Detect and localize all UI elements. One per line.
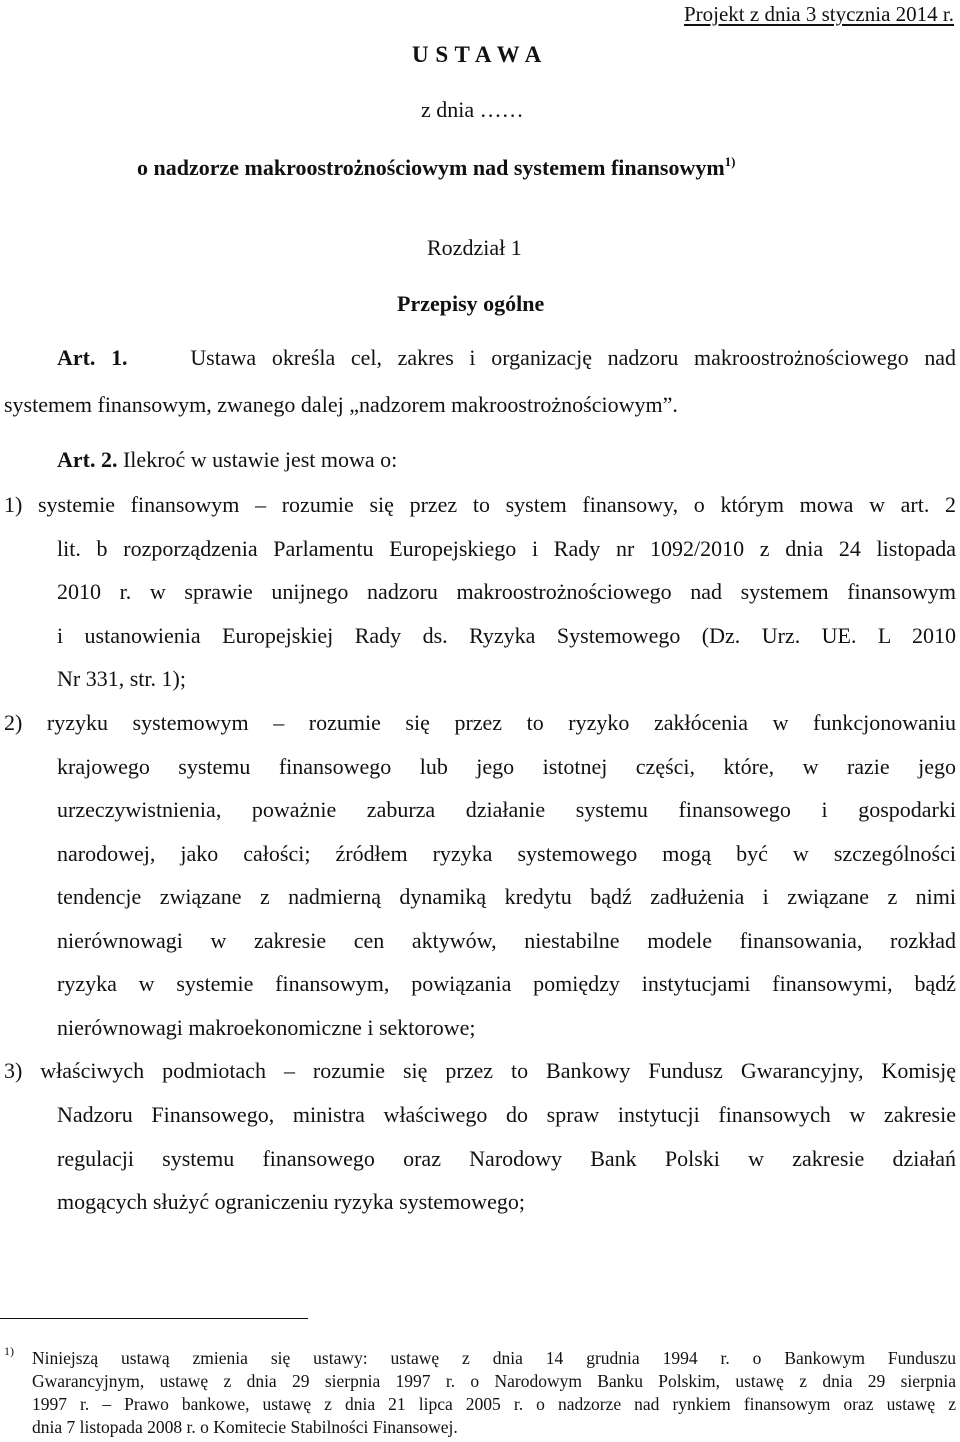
document-type: U S T A W A xyxy=(412,42,542,67)
item1-line-3: 2010 r. w sprawie unijnego nadzoru makroostrożnościowego nad systemem finansowym xyxy=(57,579,956,604)
footnote-line-2: Gwarancyjnym, ustawę z dnia 29 sierpnia 1997 r. o Narodowym Banku Polskim, ustawę z dnia 29 sierpnia xyxy=(32,1371,956,1391)
item2-line-3: urzeczywistnienia, poważnie zaburza działanie systemu finansowego i gospodarki xyxy=(57,797,956,822)
item3-line-3: regulacji systemu finansowego oraz Narodowy Bank Polski w zakresie działań xyxy=(57,1146,956,1171)
art1-line-2: systemem finansowym, zwanego dalej „nadzorem makroostrożnościowym”. xyxy=(4,392,678,417)
item2-line-8: nierównowagi makroekonomiczne i sektorowe; xyxy=(57,1015,476,1040)
art2-intro: Ilekroć w ustawie jest mowa o: xyxy=(122,447,398,472)
project-date: Projekt z dnia 3 stycznia 2014 r. xyxy=(683,2,954,26)
item1-line-1: 1) systemie finansowym – rozumie się przez to system finansowy, o którym mowa w art. 2 xyxy=(4,492,956,517)
title-footnote-mark: 1) xyxy=(724,154,736,169)
item2-line-7: ryzyka w systemie finansowym, powiązania pomiędzy instytucjami finansowymi, bądź xyxy=(57,971,956,996)
footnote-mark: 1) xyxy=(4,1344,14,1358)
footnote-line-4: dnia 7 listopada 2008 r. o Komitecie Stabilności Finansowej. xyxy=(32,1417,458,1437)
chapter-name: Przepisy ogólne xyxy=(397,291,545,316)
art1-text-1: Ustawa określa cel, zakres i organizację nadzoru makroostrożnościowego nad xyxy=(190,345,957,370)
art2-intro-line xyxy=(57,449,397,471)
item1-line-4: i ustanowienia Europejskiej Rady ds. Ryzyka Systemowego (Dz. Urz. UE. L 2010 xyxy=(57,623,956,648)
item1-line-5: Nr 331, str. 1); xyxy=(57,666,186,691)
item2-line-6: nierównowagi w zakresie cen aktywów, niestabilne modele finansowania, rozkład xyxy=(57,928,956,953)
footnote-line-3: 1997 r. – Prawo bankowe, ustawę z dnia 21 lipca 2005 r. o nadzorze nad rynkiem finansowym oraz ustawę z xyxy=(32,1394,956,1414)
art1-label: Art. 1. xyxy=(57,345,128,370)
item2-line-1: 2) ryzyku systemowym – rozumie się przez to ryzyko zakłócenia w funkcjonowaniu xyxy=(4,710,956,735)
item3-line-2: Nadzoru Finansowego, ministra właściwego do spraw instytucji finansowych w zakresie xyxy=(57,1102,956,1127)
title-text: o nadzorze makroostrożnościowym nad systemem finansowym xyxy=(137,155,725,180)
art2-label: Art. 2. xyxy=(57,447,118,472)
item2-line-5: tendencje związane z nadmierną dynamiką kredytu bądź zadłużenia i związane z nimi xyxy=(57,884,956,909)
art1-line-1 xyxy=(57,347,956,369)
item3-line-4: mogących służyć ograniczeniu ryzyka systemowego; xyxy=(57,1189,525,1214)
chapter-number: Rozdział 1 xyxy=(427,235,522,260)
footnote-line-1: Niniejszą ustawą zmienia się ustawy: ustawę z dnia 14 grudnia 1994 r. o Bankowym Funduszu xyxy=(32,1348,956,1368)
document-title xyxy=(137,155,736,179)
item2-line-2: krajowego systemu finansowego lub jego istotnej części, które, w razie jego xyxy=(57,754,956,779)
item3-line-1: 3) właściwych podmiotach – rozumie się przez to Bankowy Fundusz Gwarancyjny, Komisję xyxy=(4,1058,956,1083)
footnote-separator xyxy=(0,1318,308,1319)
item1-line-2: lit. b rozporządzenia Parlamentu Europejskiego i Rady nr 1092/2010 z dnia 24 listopada xyxy=(57,536,956,561)
item2-line-4: narodowej, jako całości; źródłem ryzyka systemowego mogą być w szczególności xyxy=(57,841,956,866)
date-line: z dnia …… xyxy=(421,97,524,122)
